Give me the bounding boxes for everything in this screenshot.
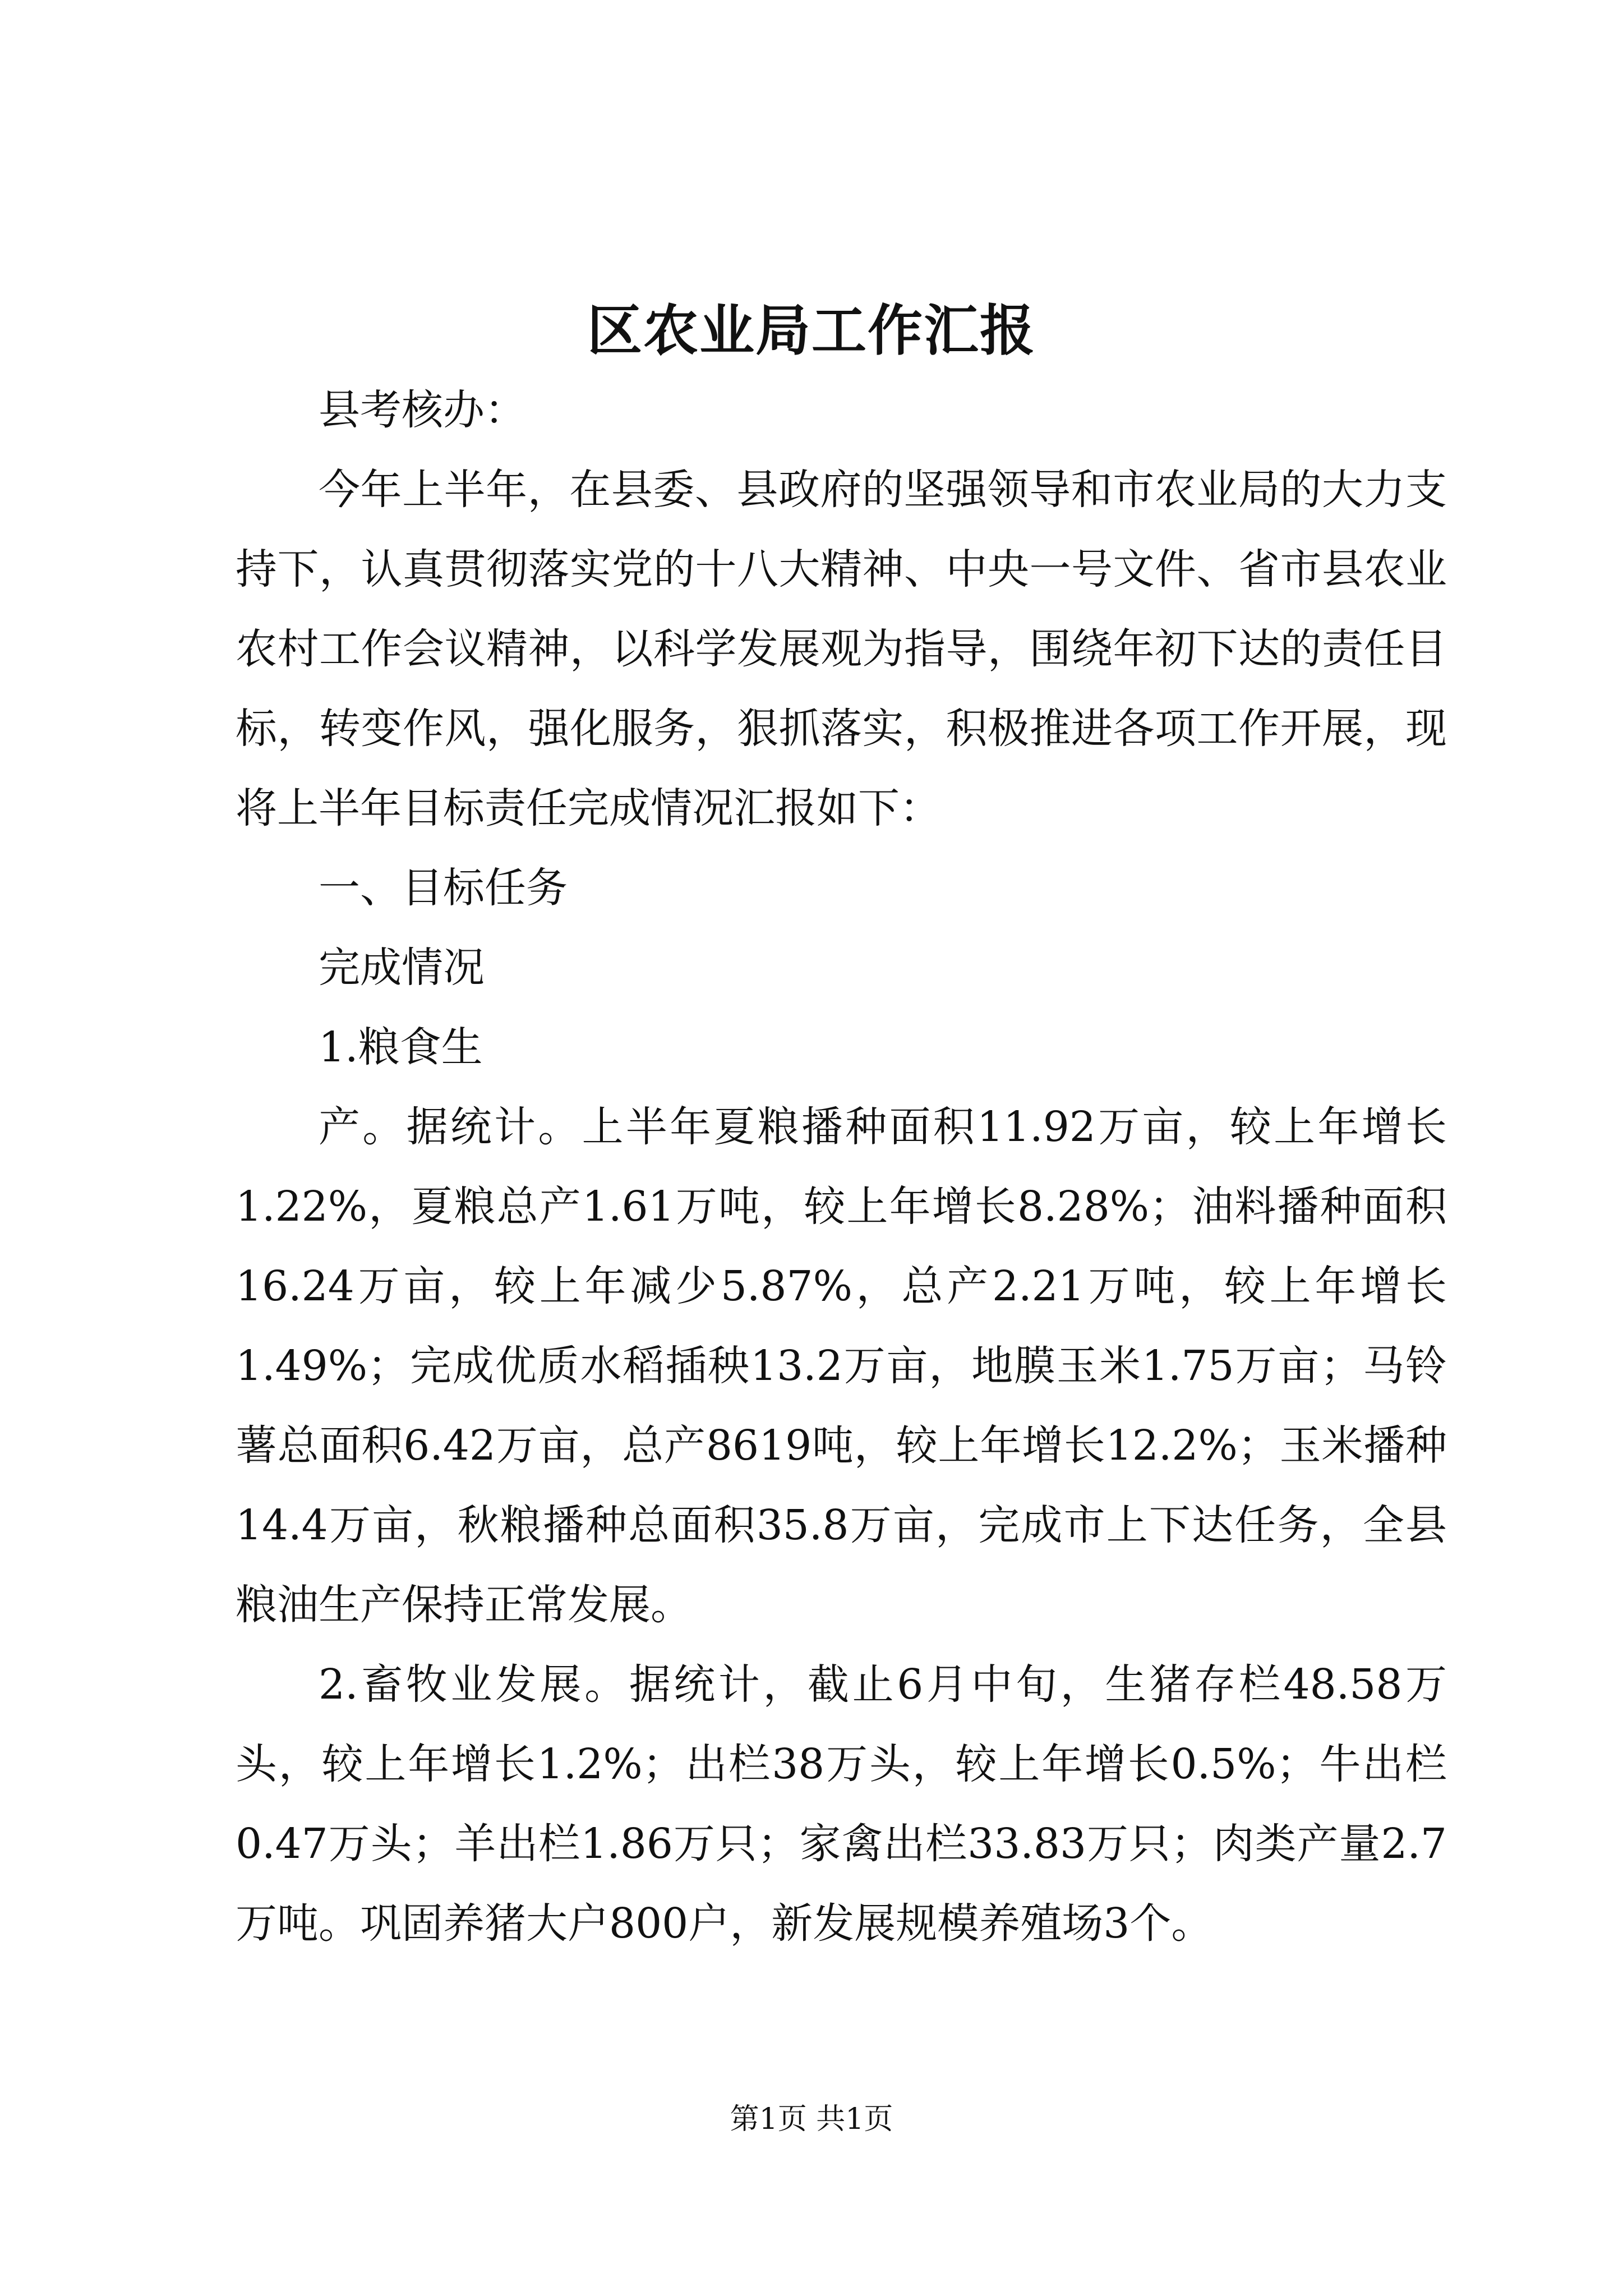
page-footer: 第1页 共1页 — [730, 2102, 893, 2136]
paragraph-grain: 产。据统计。上半年夏粮播种面积11.92万亩，较上年增长1.22%，夏粮总产1.61万吨，较上年增长8.28%；油料播种面积16.24万亩，较上年减少5.87%，总产2.21万吨，较上年增长1.49%；完成优质水稻插秧13.2万亩，地膜玉米1.75万亩；马铃薯总面积6.42万亩，总产8619吨，较上年增长12.2%；玉米播种14.4万亩，秋粮播种总面积35.8万亩，完成市上下达任务，全县粮油生产保持正常发展。 — [236, 1103, 1447, 1629]
document-title: 区农业局工作汇报 — [587, 298, 1036, 363]
section-subheading: 完成情况 — [319, 944, 485, 992]
item-heading: 1.粮食生 — [319, 1023, 483, 1071]
paragraph-intro: 今年上半年，在县委、县政府的坚强领导和市农业局的大力支持下，认真贯彻落实党的十八大精神、中央一号文件、省市县农业农村工作会议精神，以科学发展观为指导，围绕年初下达的责任目标，转变作风，强化服务，狠抓落实，积极推进各项工作开展，现将上半年目标责任完成情况汇报如下： — [236, 466, 1447, 832]
section-heading: 一、目标任务 — [319, 864, 568, 912]
document-body — [236, 370, 1447, 1963]
paragraph-livestock: 2.畜牧业发展。据统计，截止6月中旬，生猪存栏48.58万头，较上年增长1.2%；出栏38万头，较上年增长0.5%；牛出栏0.47万头；羊出栏1.86万只；家禽出栏33.83万只；肉类产量2.7万吨。巩固养猪大户800户，新发展规模养殖场3个。 — [236, 1660, 1447, 1948]
salutation: 县考核办： — [319, 386, 526, 434]
